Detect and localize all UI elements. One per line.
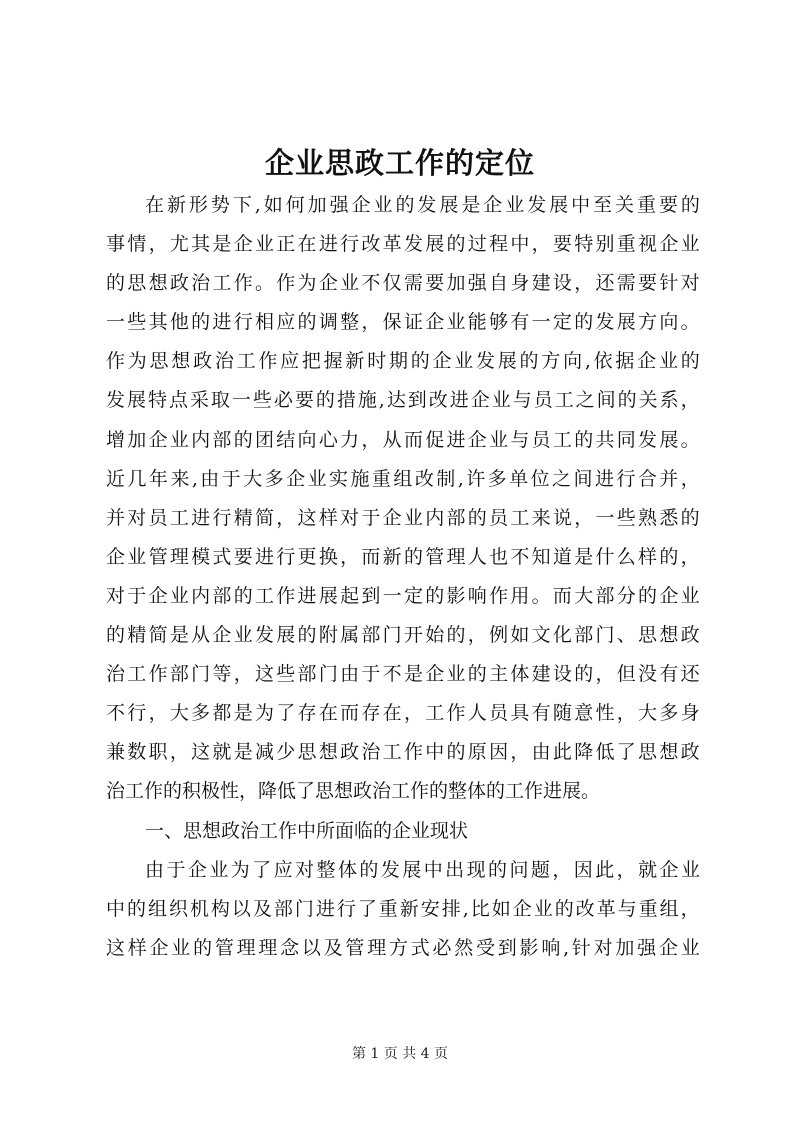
text-line: 由 于 企 业 为 了 应 对 整 体 的 发 展 中 出 现 的 问 题 ， 因 此 ， 就 企 业: [145, 858, 700, 881]
heading-line: 一、思想政治工作中所面临的企业现状: [145, 819, 469, 842]
text-line: 近 几 年 来 , 由 于 大 多 企 业 实 施 重 组 改 制 , 许 多 单 位 之 间 进 行 合 并 ，: [106, 467, 700, 490]
document-body: [106, 186, 700, 968]
text-line: 的 思 想 政 治 工 作 。 作 为 企 业 不 仅 需 要 加 强 自 身 建 设 ， 还 需 要 针 对: [106, 272, 700, 295]
text-line: 在 新 形 势 下 , 如 何 加 强 企 业 的 发 展 是 企 业 发 展 中 至 关 重 要 的: [145, 194, 700, 216]
text-line: 治 工 作 部 门 等 ， 这 些 部 门 由 于 不 是 企 业 的 主 体 建 设 的 ， 但 没 有 还: [106, 663, 700, 686]
text-line: 中 的 组 织 机 构 以 及 部 门 进 行 了 重 新 安 排 , 比 如 企 业 的 改 革 与 重 组 ，: [106, 897, 700, 920]
text-line: 不 行 ， 大 多 都 是 为 了 存 在 而 存 在 ， 工 作 人 员 具 有 随 意 性 ， 大 多 身: [106, 702, 700, 725]
text-line: 对 于 企 业 内 部 的 工 作 进 展 起 到 一 定 的 影 响 作 用 。 而 大 部 分 的 企 业: [106, 584, 700, 607]
text-line: 作 为 思 想 政 治 工 作 应 把 握 新 时 期 的 企 业 发 展 的 方 向 , 依 据 企 业 的: [106, 350, 700, 373]
text-line: 增 加 企 业 内 部 的 团 结 向 心 力 ， 从 而 促 进 企 业 与 员 工 的 共 同 发 展 。: [106, 428, 700, 451]
text-line: 企 业 管 理 模 式 要 进 行 更 换 ， 而 新 的 管 理 人 也 不 知 道 是 什 么 样 的 ，: [106, 545, 700, 568]
text-line: 治工作的积极性，降低了思想政治工作的整体的工作进展。: [106, 780, 601, 803]
text-line: 一 些 其 他 的 进 行 相 应 的 调 整 ， 保 证 企 业 能 够 有 一 定 的 发 展 方 向 。: [106, 311, 700, 334]
text-line: 发 展 特 点 采 取 一 些 必 要 的 措 施 , 达 到 改 进 企 业 与 员 工 之 间 的 关 系 ，: [106, 389, 700, 412]
text-line: 事 情 ， 尤 其 是 企 业 正 在 进 行 改 革 发 展 的 过 程 中 ， 要 特 别 重 视 企 业: [106, 233, 700, 256]
document-title: 企业思政工作的定位: [264, 146, 535, 180]
page-footer: [0, 1044, 800, 1064]
paragraph: [106, 851, 700, 968]
section-heading: [106, 812, 700, 851]
text-line: 并 对 员 工 进 行 精 简 ， 这 样 对 于 企 业 内 部 的 员 工 来 说 ， 一 些 熟 悉 的: [106, 506, 700, 529]
text-line: 的 精 简 是 从 企 业 发 展 的 附 属 部 门 开 始 的 ， 例 如 文 化 部 门 、 思 想 政: [106, 624, 700, 647]
paragraph: [106, 186, 700, 812]
text-line: 这 样 企 业 的 管 理 理 念 以 及 管 理 方 式 必 然 受 到 影 响 , 针 对 加 强 企 业: [106, 936, 700, 959]
page-number-label: 第 1 页 共 4 页: [351, 1046, 449, 1062]
text-line: 兼 数 职 ， 这 就 是 减 少 思 想 政 治 工 作 中 的 原 因 ， 由 此 降 低 了 思 想 政: [106, 741, 700, 764]
